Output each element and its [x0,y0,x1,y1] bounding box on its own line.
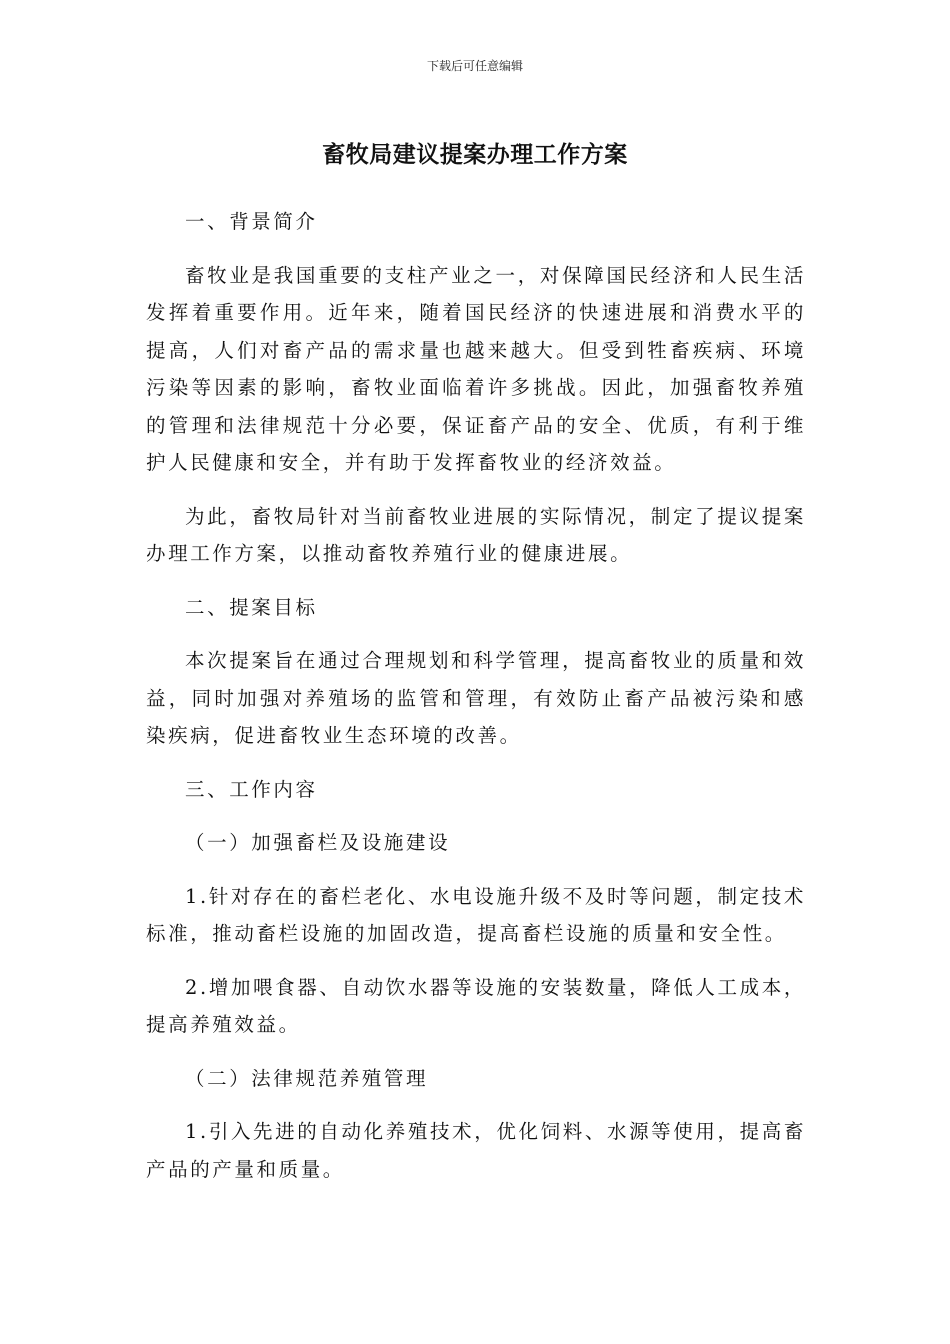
paragraph-goal: 本次提案旨在通过合理规划和科学管理，提高畜牧业的质量和效益，同时加强对养殖场的监管和管理，有效防止畜产品被污染和感染疾病，促进畜牧业生态环境的改善。 [146,649,806,747]
section-heading-goal: 二、提案目标 [185,595,318,619]
section-heading-background: 一、背景简介 [185,210,318,233]
list-item-facilities-2: 2.增加喂食器、自动饮水器等设施的安装数量，降低人工成本，提高养殖效益。 [146,975,806,1036]
subheading-facilities: （一）加强畜栏及设施建设 [185,831,451,854]
list-item-regulation-1: 1.引入先进的自动化养殖技术，优化饲料、水源等使用，提高畜产品的产量和质量。 [146,1120,806,1181]
paragraph-background-2: 为此，畜牧局针对当前畜牧业进展的实际情况，制定了提议提案办理工作方案，以推动畜牧养殖行业的健康进展。 [146,504,806,565]
paragraph-background-1: 畜牧业是我国重要的支柱产业之一，对保障国民经济和人民生活发挥着重要作用。近年来，随着国民经济的快速进展和消费水平的提高，人们对畜产品的需求量也越来越大。但受到牲畜疾病、环境污染等因素的影响，畜牧业面临着许多挑战。因此，加强畜牧养殖的管理和法律规范十分必要，保证畜产品的安全、优质，有利于维护人民健康和安全，并有助于发挥畜牧业的经济效益。 [146,263,806,474]
subheading-regulation: （二）法律规范养殖管理 [185,1066,429,1090]
section-heading-work: 三、工作内容 [185,777,318,801]
header-note: 下载后可任意编辑 [426,59,523,73]
list-item-facilities-1: 1.针对存在的畜栏老化、水电设施升级不及时等问题，制定技术标准，推动畜栏设施的加固改造，提高畜栏设施的质量和安全性。 [146,884,806,945]
document-body [146,203,806,1204]
document-title: 畜牧局建议提案办理工作方案 [322,142,628,168]
